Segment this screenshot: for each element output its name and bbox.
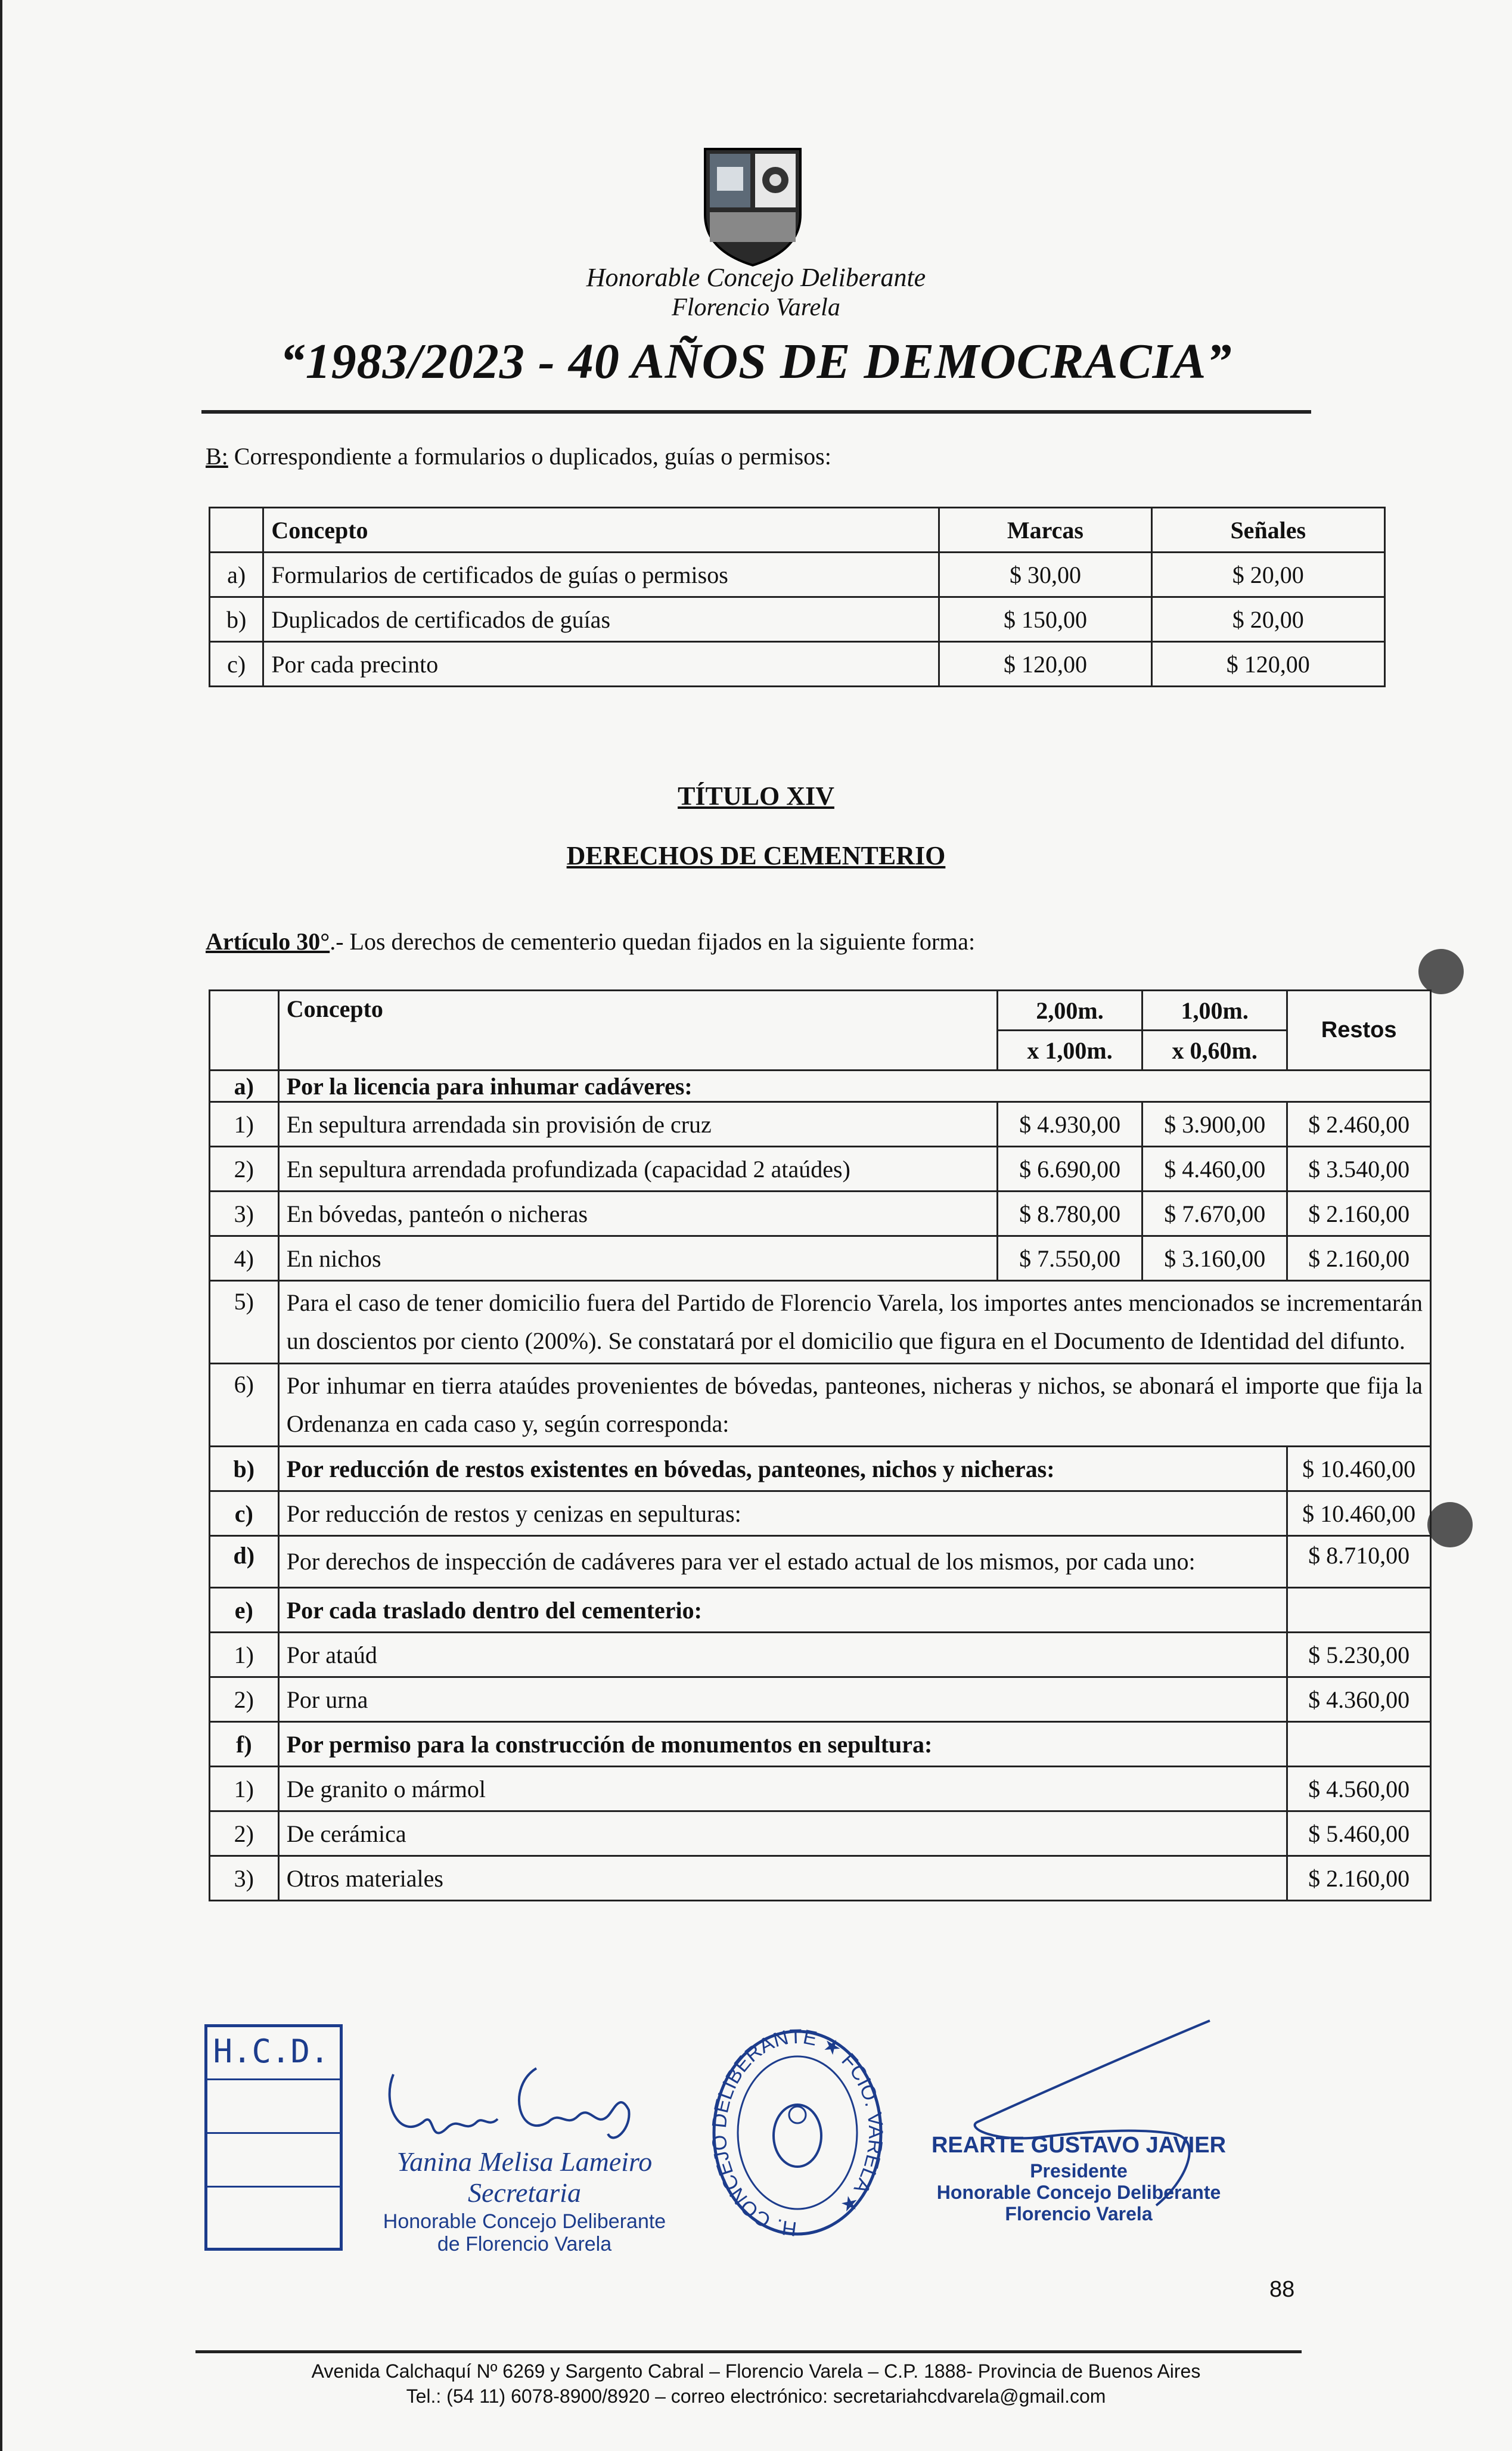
row-value: $ 4.360,00 (1287, 1677, 1431, 1722)
guias-fees-table (209, 507, 1386, 687)
secretaria-org-city: de Florencio Varela (437, 2233, 612, 2255)
row-value: $ 5.230,00 (1287, 1633, 1431, 1677)
article-heading (206, 927, 975, 955)
row-id: 5) (210, 1281, 279, 1364)
row-id: 3) (210, 1856, 279, 1901)
row-id: a) (210, 553, 263, 597)
row-concepto: Por reducción de restos y cenizas en sepulturas: (278, 1491, 1287, 1536)
row-value: $ 10.460,00 (1287, 1447, 1431, 1491)
table-row (210, 1536, 1431, 1588)
table-row (210, 1236, 1431, 1281)
table-cell (210, 991, 279, 1071)
note-text: Por inhumar en tierra ataúdes provenientes de bóvedas, panteones, nicheras y nichos, se abonará el importe que fija la Ordenanza en cada caso y, según corresponda: (278, 1364, 1430, 1447)
section-b-text: Correspondiente a formularios o duplicados, guías o permisos: (228, 443, 831, 470)
row-id: 2) (210, 1147, 279, 1192)
row-concepto: Por urna (278, 1677, 1287, 1722)
column-header-concepto: Concepto (263, 508, 939, 553)
column-header-concepto: Concepto (278, 991, 997, 1071)
section-row-e (210, 1588, 1431, 1633)
table-row (210, 1677, 1431, 1722)
article-label: Artículo 30° (206, 928, 330, 955)
row-id: c) (210, 642, 263, 687)
row-marcas: $ 120,00 (939, 642, 1151, 687)
row-id: 1) (210, 1633, 279, 1677)
row-senales: $ 20,00 (1151, 553, 1384, 597)
secretaria-org: Honorable Concejo Deliberante (383, 2210, 666, 2233)
note-row-6 (210, 1364, 1431, 1447)
row-id: d) (210, 1536, 279, 1588)
header-motto: “1983/2023 - 40 AÑOS DE DEMOCRACIA” (280, 334, 1232, 389)
section-b-heading (206, 442, 831, 470)
page-number: 88 (1269, 2277, 1295, 2302)
row-id: b) (210, 1447, 279, 1491)
row-concepto: Duplicados de certificados de guías (263, 597, 939, 642)
column-header-marcas: Marcas (939, 508, 1151, 553)
row-concepto: De granito o mármol (278, 1767, 1287, 1811)
concejo-seal (708, 2025, 887, 2240)
footer-divider (195, 2350, 1302, 2353)
row-concepto: Otros materiales (278, 1856, 1287, 1901)
row-concepto: Por ataúd (278, 1633, 1287, 1677)
column-header-col1-l1: 2,00m. (998, 991, 1142, 1031)
row-value-2x1: $ 8.780,00 (998, 1192, 1142, 1236)
stamp-line (207, 2186, 340, 2188)
row-id: 1) (210, 1102, 279, 1147)
row-value-2x1: $ 4.930,00 (998, 1102, 1142, 1147)
row-value-1x06: $ 3.900,00 (1142, 1102, 1287, 1147)
punch-hole (1427, 1502, 1473, 1547)
section-row-f (210, 1722, 1431, 1767)
table-row (210, 597, 1385, 642)
table-row (210, 1856, 1431, 1901)
secretaria-name: Yanina Melisa Lameiro (396, 2146, 653, 2177)
row-marcas: $ 30,00 (939, 553, 1151, 597)
row-id: 4) (210, 1236, 279, 1281)
row-value-restos: $ 2.160,00 (1287, 1192, 1431, 1236)
presidente-org: Honorable Concejo Deliberante (936, 2182, 1221, 2203)
row-concepto: De cerámica (278, 1811, 1287, 1856)
row-value-2x1: $ 6.690,00 (998, 1147, 1142, 1192)
row-id: a) (210, 1071, 279, 1102)
title-derechos: DERECHOS DE CEMENTERIO (566, 841, 946, 870)
hcd-stamp-text: H.C.D. (213, 2033, 330, 2070)
secretaria-role: Secretaria (468, 2177, 581, 2208)
column-header-col2-l1: 1,00m. (1142, 991, 1287, 1031)
svg-text:H. CONCEJO DELIBERANTE ★ FCIO. (708, 2025, 887, 2240)
row-title: Por permiso para la construcción de monumentos en sepultura: (278, 1722, 1287, 1767)
row-id: e) (210, 1588, 279, 1633)
row-value-1x06: $ 7.670,00 (1142, 1192, 1287, 1236)
header-institution: Honorable Concejo Deliberante (586, 263, 926, 292)
table-cell (1287, 1722, 1431, 1767)
seal-text: H. CONCEJO DELIBERANTE ★ FCIO. VARELA ★ (708, 2025, 887, 2240)
row-id: 1) (210, 1767, 279, 1811)
row-value: $ 4.560,00 (1287, 1767, 1431, 1811)
title-titulo: TÍTULO XIV (678, 781, 834, 811)
row-concepto: Por derechos de inspección de cadáveres para ver el estado actual de los mismos, por cada uno: (278, 1536, 1287, 1588)
header-city: Florencio Varela (672, 294, 840, 321)
presidente-name: REARTE GUSTAVO JAVIER (931, 2133, 1227, 2158)
row-id: 6) (210, 1364, 279, 1447)
row-id: 3) (210, 1192, 279, 1236)
row-concepto: Formularios de certificados de guías o permisos (263, 553, 939, 597)
presidente-org-city: Florencio Varela (1005, 2203, 1153, 2224)
row-senales: $ 20,00 (1151, 597, 1384, 642)
row-value-2x1: $ 7.550,00 (998, 1236, 1142, 1281)
cementerio-fees-table (209, 989, 1432, 1901)
row-value-1x06: $ 3.160,00 (1142, 1236, 1287, 1281)
row-id: c) (210, 1491, 279, 1536)
crest-logo (693, 143, 812, 268)
row-id: f) (210, 1722, 279, 1767)
row-concepto: Por reducción de restos existentes en bóvedas, panteones, nichos y nicheras: (278, 1447, 1287, 1491)
table-row (210, 1147, 1431, 1192)
row-concepto: En bóvedas, panteón o nicheras (278, 1192, 997, 1236)
row-title: Por la licencia para inhumar cadáveres: (278, 1071, 1430, 1102)
table-row (210, 1447, 1431, 1491)
row-concepto: En sepultura arrendada sin provisión de cruz (278, 1102, 997, 1147)
table-row (210, 1192, 1431, 1236)
stamp-line (207, 2132, 340, 2134)
note-text: Para el caso de tener domicilio fuera del Partido de Florencio Varela, los importes antes mencionados se incrementarán un doscientos por ciento (200%). Se constatará por el domicilio que figura en el Documento de Identidad del difunto. (278, 1281, 1430, 1364)
table-row (210, 1491, 1431, 1536)
column-header-col2-l2: x 0,60m. (1142, 1031, 1287, 1071)
table-header-row (210, 991, 1431, 1031)
row-value-restos: $ 3.540,00 (1287, 1147, 1431, 1192)
note-row-5 (210, 1281, 1431, 1364)
section-b-label: B: (206, 443, 228, 470)
table-row (210, 1633, 1431, 1677)
table-row (210, 553, 1385, 597)
header-divider (201, 410, 1311, 414)
footer-address: Avenida Calchaquí Nº 6269 y Sargento Cabral – Florencio Varela – C.P. 1888- Provincia de Buenos Aires (311, 2360, 1201, 2382)
stamp-line (207, 2078, 340, 2080)
row-title: Por cada traslado dentro del cementerio: (278, 1588, 1287, 1633)
table-row (210, 1811, 1431, 1856)
row-value-restos: $ 2.460,00 (1287, 1102, 1431, 1147)
row-value-1x06: $ 4.460,00 (1142, 1147, 1287, 1192)
article-text: .- Los derechos de cementerio quedan fijados en la siguiente forma: (330, 928, 976, 955)
row-concepto: En sepultura arrendada profundizada (capacidad 2 ataúdes) (278, 1147, 997, 1192)
row-value: $ 8.710,00 (1287, 1536, 1431, 1588)
row-value: $ 2.160,00 (1287, 1856, 1431, 1901)
table-row (210, 1102, 1431, 1147)
column-header-restos: Restos (1287, 991, 1431, 1071)
table-row (210, 642, 1385, 687)
section-row-a (210, 1071, 1431, 1102)
secretaria-signature (358, 2050, 691, 2158)
table-cell (1287, 1588, 1431, 1633)
row-value-restos: $ 2.160,00 (1287, 1236, 1431, 1281)
row-id: 2) (210, 1677, 279, 1722)
row-marcas: $ 150,00 (939, 597, 1151, 642)
presidente-role: Presidente (1030, 2160, 1128, 2182)
row-senales: $ 120,00 (1151, 642, 1384, 687)
punch-hole (1418, 949, 1464, 994)
footer-contact: Tel.: (54 11) 6078-8900/8920 – correo electrónico: secretariahcdvarela@gmail.com (406, 2385, 1106, 2407)
row-id: 2) (210, 1811, 279, 1856)
row-concepto: En nichos (278, 1236, 997, 1281)
column-header-senales: Señales (1151, 508, 1384, 553)
row-concepto: Por cada precinto (263, 642, 939, 687)
table-row (210, 1767, 1431, 1811)
table-cell (210, 508, 263, 553)
row-value: $ 5.460,00 (1287, 1811, 1431, 1856)
row-value: $ 10.460,00 (1287, 1491, 1431, 1536)
table-header-row (210, 508, 1385, 553)
row-id: b) (210, 597, 263, 642)
column-header-col1-l2: x 1,00m. (998, 1031, 1142, 1071)
